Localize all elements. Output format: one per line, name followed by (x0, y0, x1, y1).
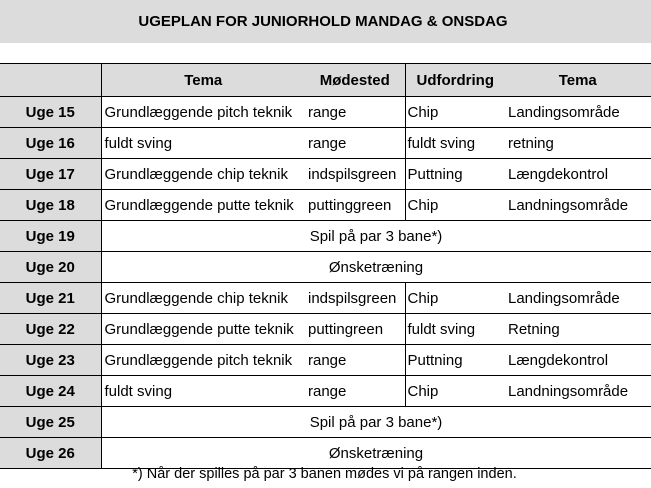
modested-cell: indspilsgreen (305, 283, 405, 314)
tema-cell: fuldt sving (101, 128, 305, 159)
tema-2-cell: Landingsområde (505, 97, 651, 128)
table-row (0, 376, 651, 407)
table-row (0, 345, 651, 376)
modested-cell: range (305, 128, 405, 159)
week-label: Uge 15 (0, 97, 101, 128)
table-row (0, 283, 651, 314)
week-label: Uge 22 (0, 314, 101, 345)
tema-2-cell: Landningsområde (505, 376, 651, 407)
modested-cell: range (305, 97, 405, 128)
udfordring-cell: fuldt sving (405, 128, 505, 159)
modested-cell: puttinggreen (305, 190, 405, 221)
title-bar (0, 0, 651, 43)
header-corner (0, 64, 101, 97)
modested-cell: puttingreen (305, 314, 405, 345)
tema-cell: fuldt sving (101, 376, 305, 407)
week-label: Uge 25 (0, 407, 101, 438)
table-row (0, 128, 651, 159)
tema-cell: Grundlæggende chip teknik (101, 159, 305, 190)
header-udfordring: Udfordring (405, 64, 505, 97)
table-row (0, 97, 651, 128)
udfordring-cell: Chip (405, 97, 505, 128)
tema-cell: Grundlæggende pitch teknik (101, 97, 305, 128)
table-row (0, 252, 651, 283)
table-row (0, 159, 651, 190)
week-label: Uge 19 (0, 221, 101, 252)
tema-cell: Grundlæggende chip teknik (101, 283, 305, 314)
table-row (0, 407, 651, 438)
page-title: UGEPLAN FOR JUNIORHOLD MANDAG & ONSDAG (138, 13, 508, 30)
week-label: Uge 21 (0, 283, 101, 314)
footnote-text: *) Når der spilles på par 3 banen mødes vi på rangen inden. (132, 466, 517, 482)
merged-activity-cell: Spil på par 3 bane*) (101, 407, 651, 438)
tema-2-cell: Længdekontrol (505, 345, 651, 376)
modested-cell: range (305, 376, 405, 407)
tema-2-cell: Landningsområde (505, 190, 651, 221)
table-row (0, 190, 651, 221)
table-row (0, 438, 651, 469)
week-label: Uge 24 (0, 376, 101, 407)
table-row (0, 314, 651, 345)
udfordring-cell: Chip (405, 190, 505, 221)
header-tema: Tema (101, 64, 305, 97)
udfordring-cell: Chip (405, 283, 505, 314)
week-label: Uge 18 (0, 190, 101, 221)
table-row (0, 221, 651, 252)
tema-cell: Grundlæggende putte teknik (101, 314, 305, 345)
tema-2-cell: Landingsområde (505, 283, 651, 314)
week-label: Uge 26 (0, 438, 101, 469)
udfordring-cell: Puttning (405, 159, 505, 190)
udfordring-cell: Chip (405, 376, 505, 407)
tema-cell: Grundlæggende putte teknik (101, 190, 305, 221)
week-label: Uge 23 (0, 345, 101, 376)
modested-cell: range (305, 345, 405, 376)
udfordring-cell: Puttning (405, 345, 505, 376)
tema-2-cell: Længdekontrol (505, 159, 651, 190)
header-tema-2: Tema (505, 64, 651, 97)
merged-activity-cell: Ønsketræning (101, 438, 651, 469)
header-row (0, 64, 651, 97)
header-modested: Mødested (305, 64, 405, 97)
footnote (0, 466, 651, 482)
tema-2-cell: retning (505, 128, 651, 159)
udfordring-cell: fuldt sving (405, 314, 505, 345)
merged-activity-cell: Ønsketræning (101, 252, 651, 283)
week-label: Uge 16 (0, 128, 101, 159)
tema-cell: Grundlæggende pitch teknik (101, 345, 305, 376)
merged-activity-cell: Spil på par 3 bane*) (101, 221, 651, 252)
week-label: Uge 20 (0, 252, 101, 283)
week-label: Uge 17 (0, 159, 101, 190)
weekly-plan-table (0, 63, 651, 469)
modested-cell: indspilsgreen (305, 159, 405, 190)
tema-2-cell: Retning (505, 314, 651, 345)
